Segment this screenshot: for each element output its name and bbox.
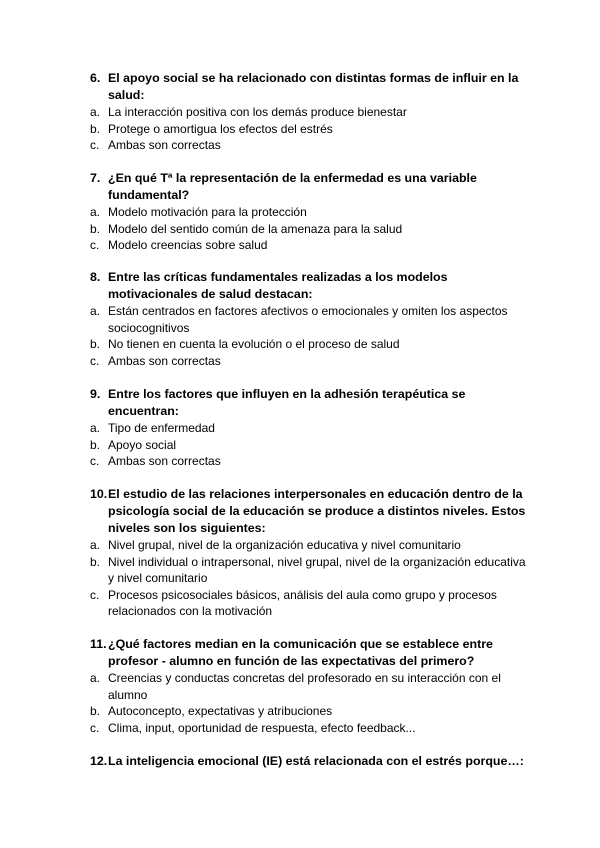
option-letter: a.: [90, 105, 101, 119]
option-letter: b.: [90, 221, 101, 236]
option-letter: b.: [90, 337, 101, 351]
option: [90, 703, 530, 720]
option-text: Modelo del sentido común de la amenaza para la salud: [108, 221, 403, 236]
question-number: 11.: [90, 637, 107, 651]
option-text: La interacción positiva con los demás produce bienestar: [108, 105, 407, 119]
option-letter: c.: [90, 720, 100, 735]
option: [90, 204, 530, 221]
question-number: 10.: [90, 487, 108, 501]
option-letter: c.: [90, 587, 100, 602]
question-text: El estudio de las relaciones interpersonales en educación dentro de la psicología social de la educación se produce a distintos niveles. Estos niveles son los siguientes:: [108, 487, 526, 535]
option: [90, 121, 530, 138]
option-letter: a.: [90, 538, 101, 552]
option-text: No tienen en cuenta la evolución o el proceso de salud: [108, 337, 400, 351]
question-text: La inteligencia emocional (IE) está relacionada con el estrés porque…:: [108, 754, 524, 768]
option-letter: c.: [90, 454, 100, 468]
option: [90, 237, 530, 254]
option-text: Ambas son correctas: [108, 353, 221, 368]
option: [90, 554, 530, 587]
question-text: Entre los factores que influyen en la adhesión terapéutica se encuentran:: [108, 387, 466, 418]
question-11: [90, 636, 530, 736]
option-text: Ambas son correctas: [108, 138, 221, 152]
option-letter: b.: [90, 121, 101, 136]
question-10: [90, 486, 530, 620]
option: [90, 453, 530, 470]
option-text: Protege o amortigua los efectos del estrés: [108, 121, 333, 136]
question-number: 12.: [90, 754, 108, 768]
question-text: ¿En qué Tª la representación de la enfermedad es una variable fundamental?: [108, 171, 477, 202]
option-text: Ambas son correctas: [108, 454, 221, 468]
option-text: Procesos psicosociales básicos, análisis del aula como grupo y procesos relacionados con la motivación: [108, 587, 497, 618]
question-8: [90, 269, 530, 369]
option-letter: a.: [90, 421, 101, 435]
option-text: Nivel grupal, nivel de la organización educativa y nivel comunitario: [108, 538, 461, 552]
option-text: Tipo de enfermedad: [108, 421, 215, 435]
question-number: 8.: [90, 270, 101, 284]
option: [90, 720, 530, 737]
option-text: Nivel individual o intrapersonal, nivel grupal, nivel de la organización educativa y nivel comunitario: [108, 554, 526, 585]
option-text: Modelo motivación para la protección: [108, 205, 307, 219]
option: [90, 221, 530, 238]
option-text: Modelo creencias sobre salud: [108, 238, 268, 252]
option: [90, 104, 530, 121]
option: [90, 303, 530, 336]
option-text: Apoyo social: [108, 437, 177, 452]
option: [90, 420, 530, 437]
option: [90, 670, 530, 703]
option-letter: b.: [90, 704, 101, 718]
option: [90, 137, 530, 154]
option-letter: b.: [90, 437, 101, 452]
option: [90, 336, 530, 353]
option-text: Clima, input, oportunidad de respuesta, efecto feedback...: [108, 720, 416, 735]
option-letter: c.: [90, 353, 100, 368]
option-letter: c.: [90, 238, 100, 252]
question-9: [90, 386, 530, 470]
question-6: [90, 70, 530, 154]
question-number: 7.: [90, 171, 101, 185]
question-number: 6.: [90, 71, 101, 85]
option: [90, 437, 530, 454]
option-letter: a.: [90, 205, 101, 219]
option: [90, 587, 530, 620]
option-letter: b.: [90, 554, 101, 569]
option-text: Creencias y conductas concretas del profesorado en su interacción con el alumno: [108, 671, 501, 702]
question-text: El apoyo social se ha relacionado con distintas formas de influir en la salud:: [108, 71, 519, 102]
question-text: Entre las críticas fundamentales realizadas a los modelos motivacionales de salud destacan:: [108, 270, 448, 301]
question-text: ¿Qué factores median en la comunicación que se establece entre profesor - alumno en función de las expectativas del primero?: [108, 637, 493, 668]
option-letter: a.: [90, 671, 101, 685]
question-number: 9.: [90, 387, 101, 401]
question-12: [90, 753, 530, 770]
option-letter: a.: [90, 304, 101, 318]
option-text: Autoconcepto, expectativas y atribuciones: [108, 704, 333, 718]
option: [90, 537, 530, 554]
option-letter: c.: [90, 138, 100, 152]
question-7: [90, 170, 530, 254]
option-text: Están centrados en factores afectivos o emocionales y omiten los aspectos sociocognitivos: [108, 304, 508, 335]
option: [90, 353, 530, 370]
